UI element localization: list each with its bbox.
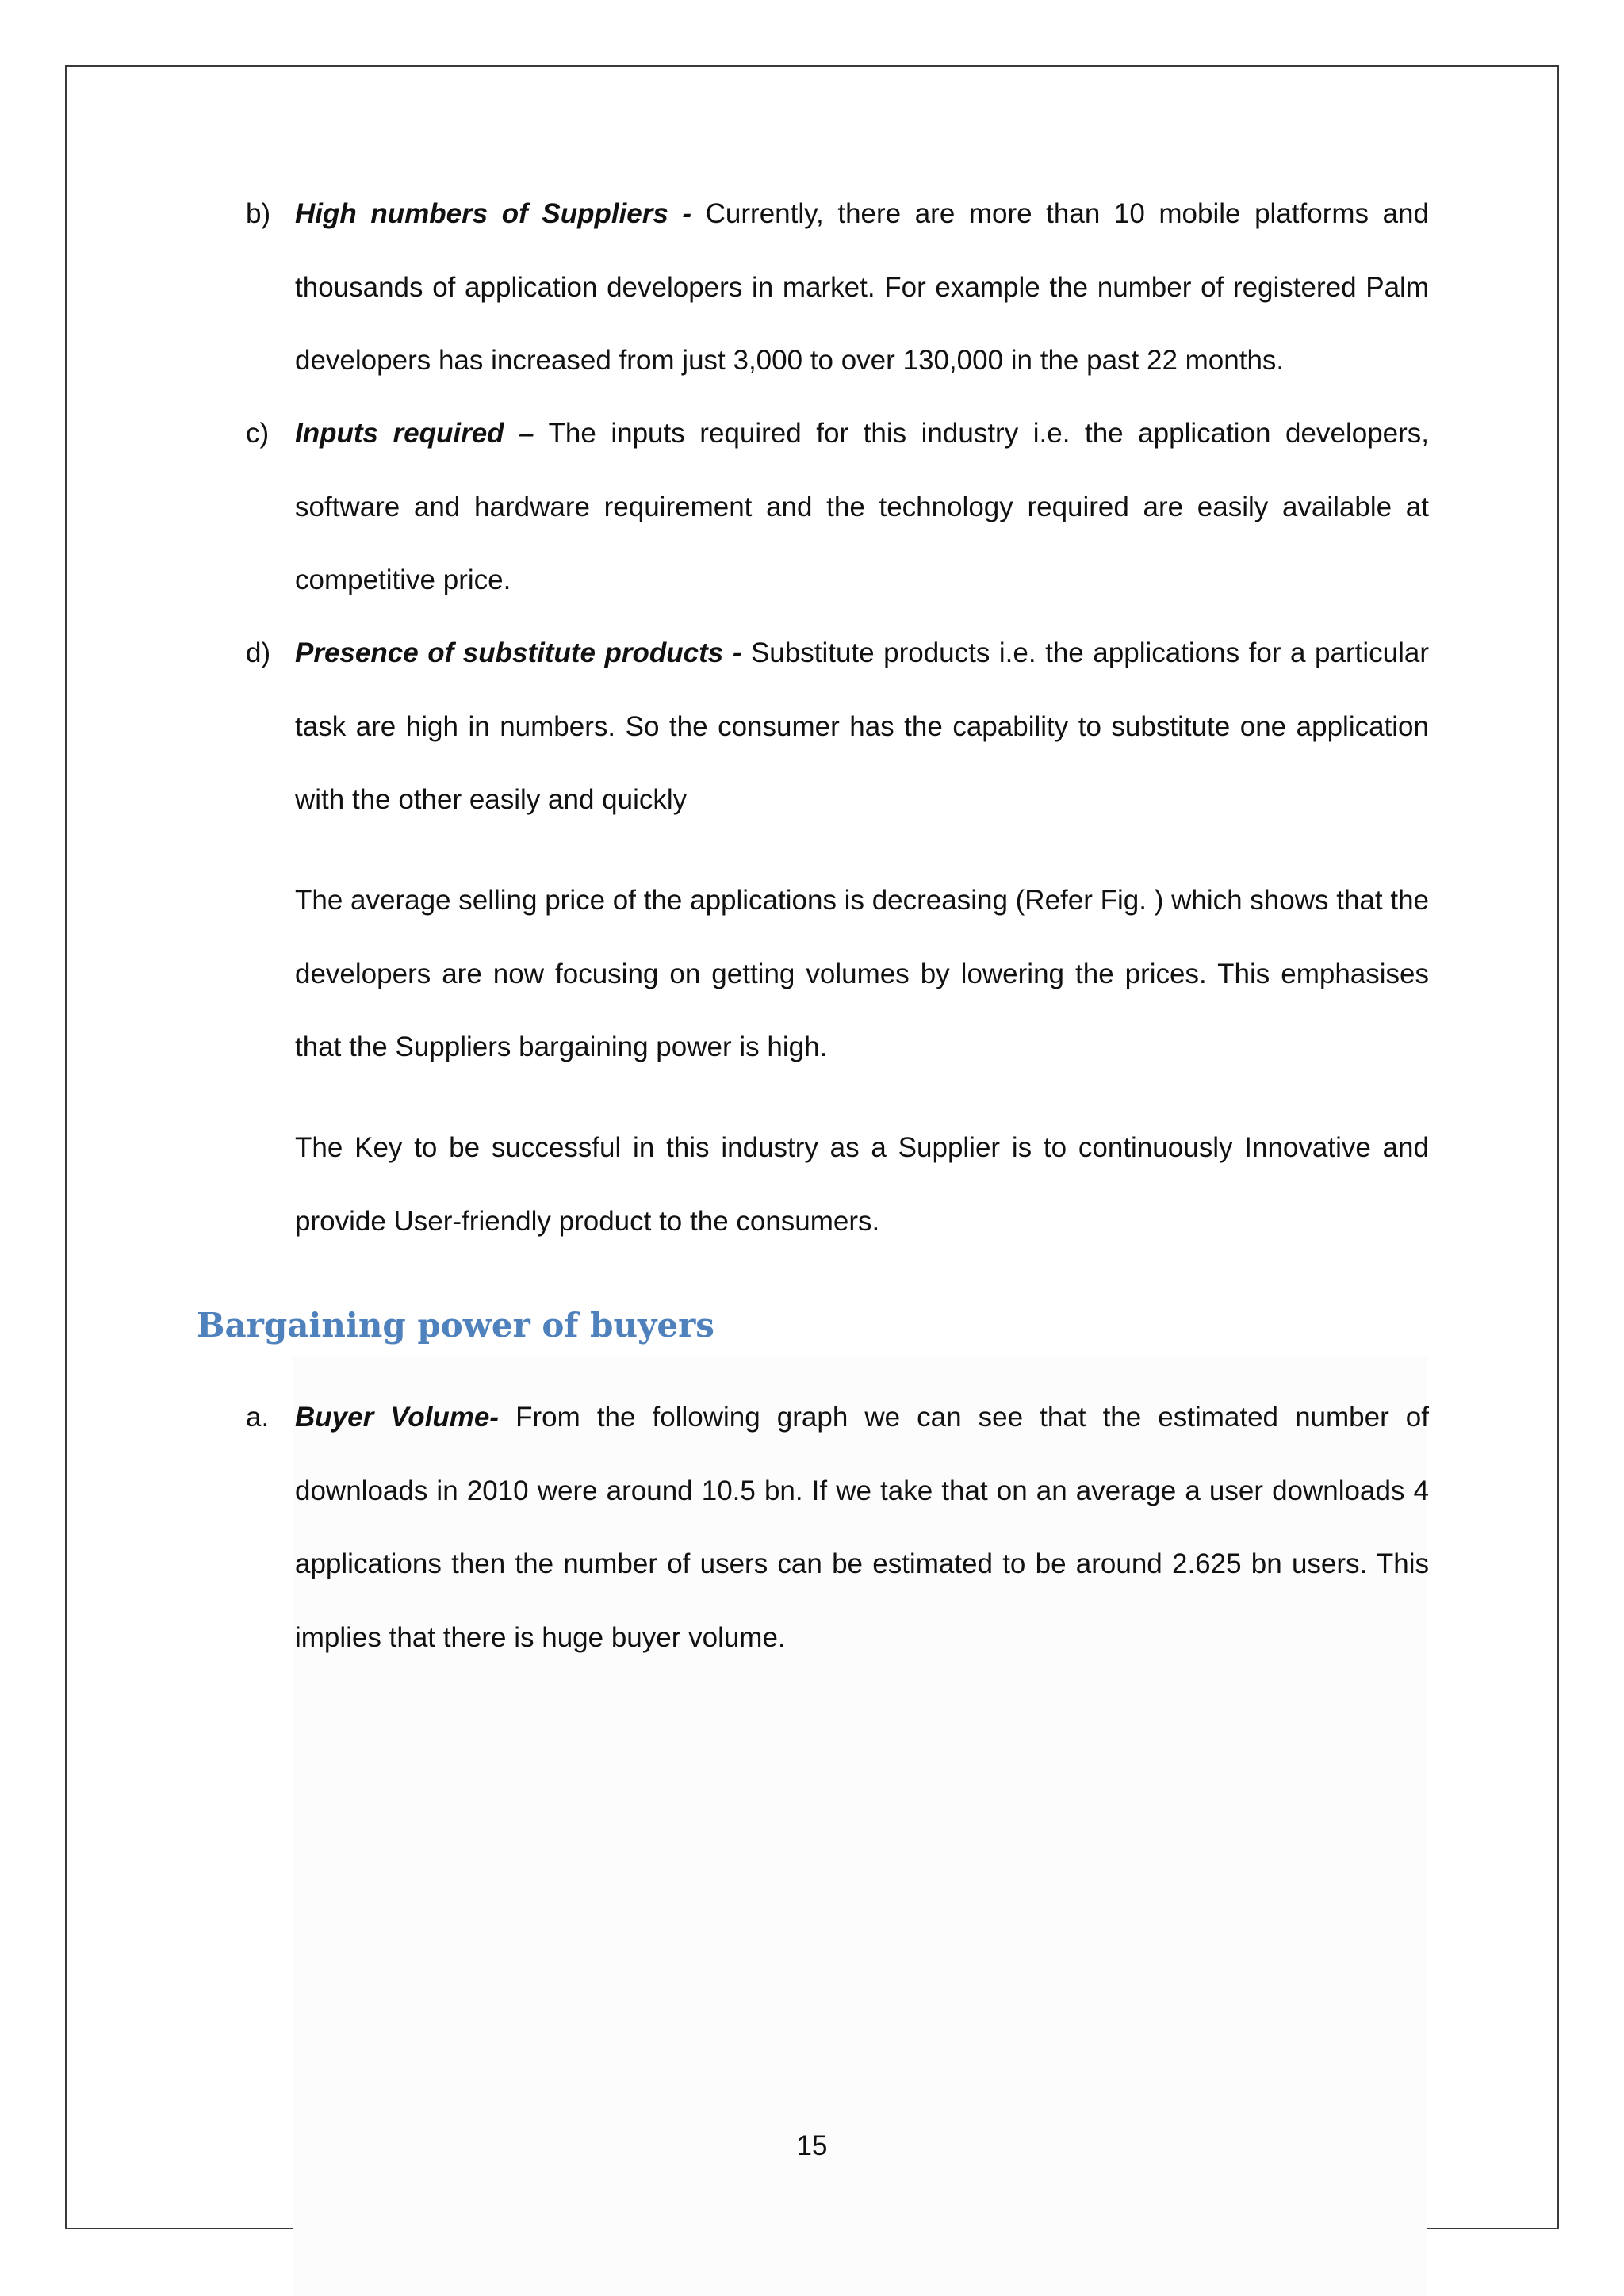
list-item-term: Buyer Volume- bbox=[295, 1402, 500, 1433]
list-item-inputs-required bbox=[238, 397, 1429, 618]
list-item-body bbox=[295, 617, 1429, 837]
list-item-presence-of-substitute-products bbox=[238, 617, 1429, 837]
list-marker: a. bbox=[246, 1402, 270, 1433]
list-item-term: Inputs required – bbox=[295, 418, 534, 449]
paragraph-key-to-success: The Key to be successful in this industry as a Supplier is to continuously Innovative and provide User-friendly product to the consumers. bbox=[295, 1132, 1429, 1237]
paragraph-average-selling-price: The average selling price of the applications is decreasing (Refer Fig. ) which shows that the developers are now focusing on getting volumes by lowering the prices. This emphasises that the Suppliers bargaining power is high. bbox=[295, 885, 1429, 1062]
list-item-text: Substitute products i.e. the applications for a particular task are high in numbers. So the consumer has the capability to substitute one application with the other easily and quickly bbox=[295, 637, 1429, 815]
list-item-body bbox=[295, 397, 1429, 618]
list-item-text: The inputs required for this industry i.e. the application developers, software and hardware requirement and the technology required are easily available at competitive price. bbox=[295, 418, 1430, 595]
list-item-term: Presence of substitute products - bbox=[295, 637, 742, 668]
list-item-body bbox=[295, 1381, 1429, 1674]
list-item-term: High numbers of Suppliers - bbox=[295, 198, 692, 229]
list-item-body bbox=[295, 178, 1429, 398]
list-item-buyer-volume bbox=[238, 1381, 1429, 1674]
list-marker: b) bbox=[246, 198, 271, 229]
list-item-text: Currently, there are more than 10 mobile platforms and thousands of application developers in market. For example the number of registered Palm developers has increased from just 3,000 to over 130,000 in the past 22 months. bbox=[295, 198, 1429, 376]
section-heading: Bargaining power of buyers bbox=[197, 1306, 714, 1345]
list-marker: c) bbox=[246, 418, 270, 449]
list-marker: d) bbox=[246, 637, 271, 668]
list-item-text: From the following graph we can see that the estimated number of downloads in 2010 were around 10.5 bn. If we take that on an average a user downloads 4 applications then the number of users can be estimated to be around 2.625 bn users. This implies that there is huge buyer volume. bbox=[295, 1402, 1429, 1653]
list-item-high-numbers-of-suppliers bbox=[238, 178, 1429, 398]
page-number: 15 bbox=[796, 2130, 828, 2161]
